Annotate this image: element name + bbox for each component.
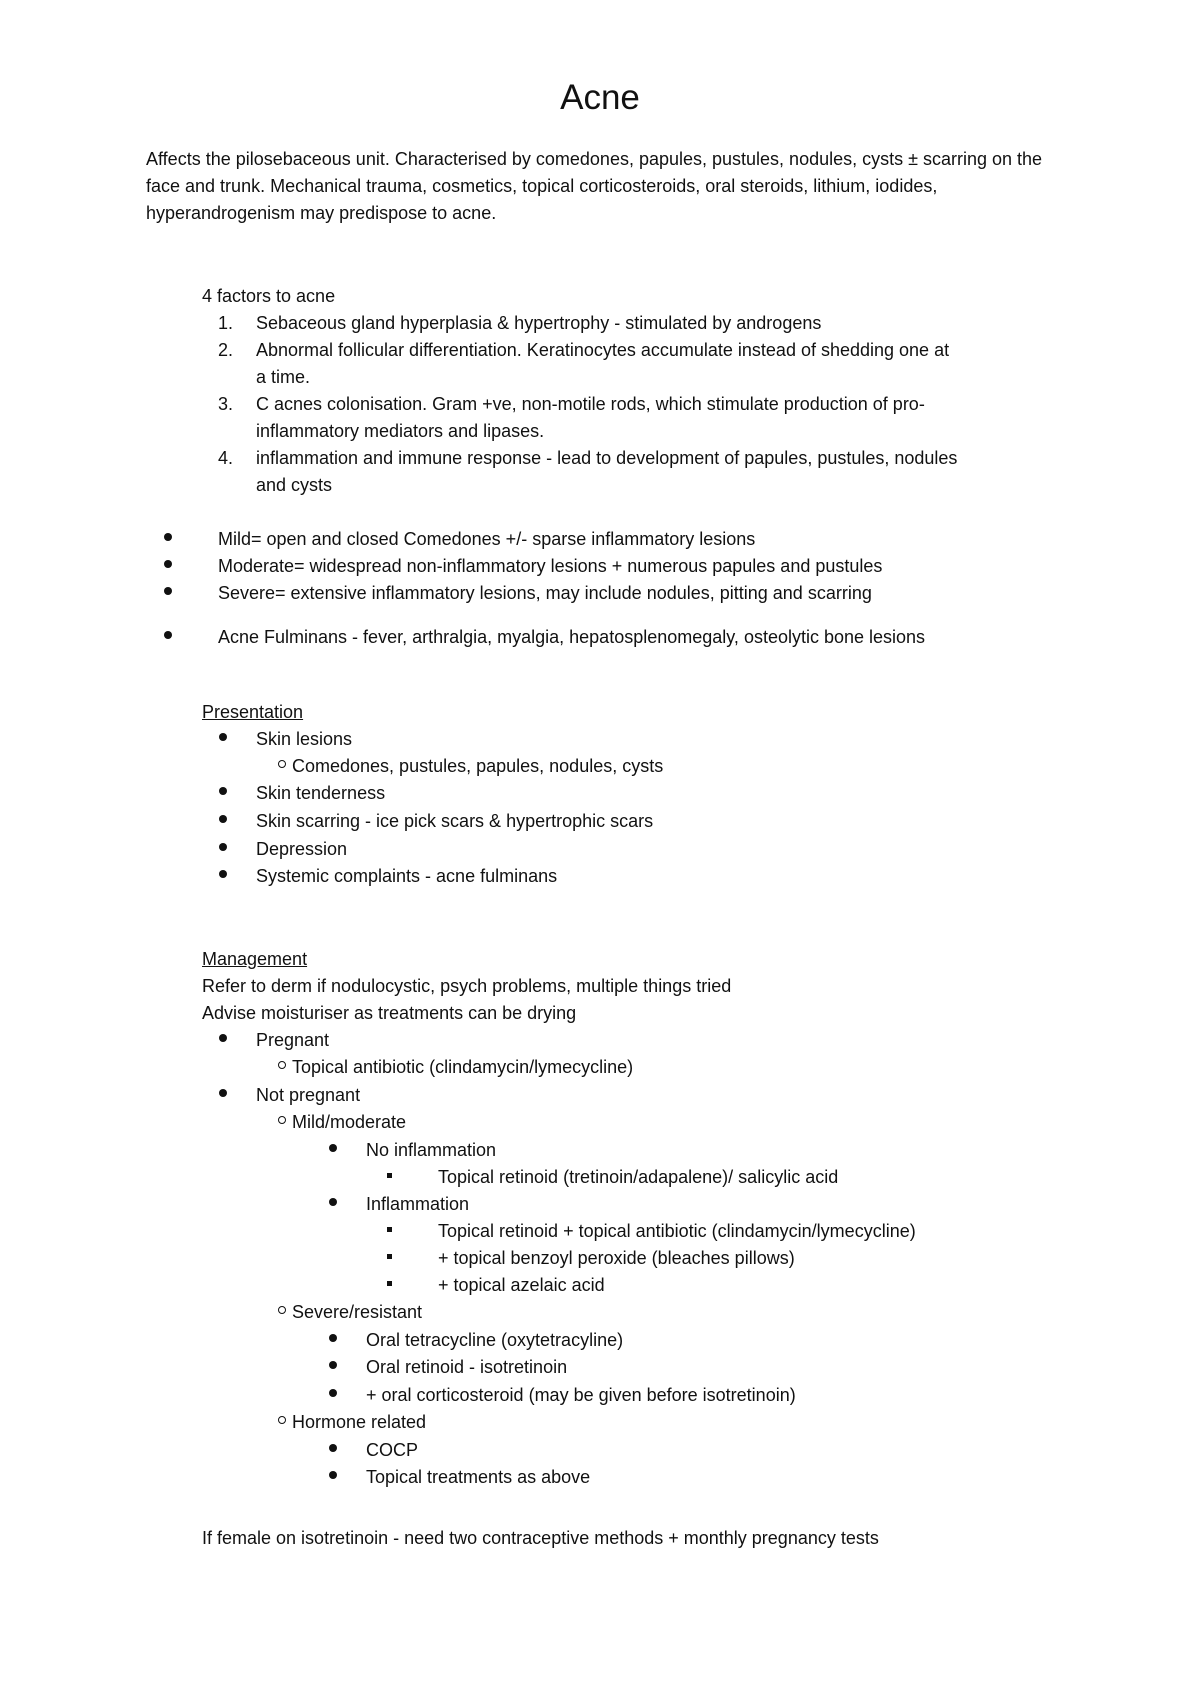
management-refer: Refer to derm if nodulocystic, psych problems, multiple things tried [202, 976, 732, 996]
factor-number: 1. [218, 313, 234, 333]
factor-text: Sebaceous gland hyperplasia & hypertrophy - stimulated by androgens [256, 313, 822, 333]
management-level4: + topical azelaic acid [438, 1275, 605, 1295]
circle-bullet-icon [278, 760, 286, 768]
management-level3: + oral corticosteroid (may be given before isotretinoin) [366, 1385, 796, 1405]
factor-text: Abnormal follicular differentiation. Keratinocytes accumulate instead of shedding one at [256, 340, 950, 360]
factor-text: C acnes colonisation. Gram +ve, non-motile rods, which stimulate production of pro- [256, 394, 925, 414]
bullet-icon [219, 787, 227, 795]
presentation-item: Depression [256, 839, 348, 859]
bullet-icon [329, 1361, 337, 1369]
management-subitem: Severe/resistant [292, 1302, 423, 1322]
bullet-icon [329, 1198, 337, 1206]
intro-paragraph: Affects the pilosebaceous unit. Characterised by comedones, papules, pustules, nodules, cysts ± scarring on the face and trunk. Mechanical trauma, cosmetics, topical corticosteroids, oral steroids, lithium, iodides, hyperandrogenism may predispose to acne. [146, 149, 1043, 223]
management-level3: Topical treatments as above [366, 1467, 591, 1487]
factor-text: inflammatory mediators and lipases. [256, 421, 545, 441]
circle-bullet-icon [278, 1116, 286, 1124]
severity-item: Mild= open and closed Comedones +/- sparse inflammatory lesions [218, 529, 756, 549]
management-subitem: Topical antibiotic (clindamycin/lymecycline) [292, 1057, 634, 1077]
circle-bullet-icon [278, 1061, 286, 1069]
circle-bullet-icon [278, 1306, 286, 1314]
factor-text: and cysts [256, 475, 333, 495]
factor-number: 2. [218, 340, 234, 360]
bullet-icon [219, 815, 227, 823]
management-level3: Inflammation [366, 1194, 470, 1214]
presentation-item: Skin tenderness [256, 783, 386, 803]
management-level4: Topical retinoid (tretinoin/adapalene)/ salicylic acid [438, 1167, 839, 1187]
severity-item: Acne Fulminans - fever, arthralgia, myalgia, hepatosplenomegaly, osteolytic bone lesions [218, 627, 926, 647]
square-bullet-icon [387, 1254, 392, 1259]
management-level3: Oral tetracycline (oxytetracyline) [366, 1330, 624, 1350]
management-level4: + topical benzoyl peroxide (bleaches pillows) [438, 1248, 795, 1268]
bullet-icon [164, 587, 172, 595]
bullet-icon [164, 560, 172, 568]
page-title: Acne [560, 78, 640, 117]
square-bullet-icon [387, 1227, 392, 1232]
management-heading: Management [202, 949, 308, 969]
bullet-icon [219, 870, 227, 878]
management-subitem: Hormone related [292, 1412, 427, 1432]
management-level3: Oral retinoid - isotretinoin [366, 1357, 568, 1377]
management-level3: COCP [366, 1440, 419, 1460]
bullet-icon [329, 1389, 337, 1397]
management-advise: Advise moisturiser as treatments can be drying [202, 1003, 577, 1023]
management-level3: No inflammation [366, 1140, 497, 1160]
bullet-icon [219, 1034, 227, 1042]
severity-item: Moderate= widespread non-inflammatory lesions + numerous papules and pustules [218, 556, 883, 576]
bullet-icon [329, 1334, 337, 1342]
bullet-icon [329, 1444, 337, 1452]
management-item: Pregnant [256, 1030, 330, 1050]
bullet-icon [164, 533, 172, 541]
factor-number: 4. [218, 448, 234, 468]
management-subitem: Mild/moderate [292, 1112, 407, 1132]
square-bullet-icon [387, 1281, 392, 1286]
presentation-item: Systemic complaints - acne fulminans [256, 866, 558, 886]
management-item: Not pregnant [256, 1085, 361, 1105]
circle-bullet-icon [278, 1416, 286, 1424]
severity-item: Severe= extensive inflammatory lesions, may include nodules, pitting and scarring [218, 583, 872, 603]
presentation-heading: Presentation [202, 702, 304, 722]
square-bullet-icon [387, 1173, 392, 1178]
bullet-icon [164, 631, 172, 639]
bullet-icon [219, 843, 227, 851]
bullet-icon [329, 1471, 337, 1479]
factor-text: a time. [256, 367, 311, 387]
presentation-item: Skin lesions [256, 729, 353, 749]
presentation-item: Skin scarring - ice pick scars & hypertrophic scars [256, 811, 654, 831]
management-level4: Topical retinoid + topical antibiotic (clindamycin/lymecycline) [438, 1221, 916, 1241]
bullet-icon [329, 1144, 337, 1152]
factor-text: inflammation and immune response - lead to development of papules, pustules, nodules [256, 448, 958, 468]
presentation-subitem: Comedones, pustules, papules, nodules, cysts [292, 756, 664, 776]
factors-heading: 4 factors to acne [202, 286, 336, 306]
bullet-icon [219, 1089, 227, 1097]
factor-number: 3. [218, 394, 234, 414]
footer-note: If female on isotretinoin - need two contraceptive methods + monthly pregnancy tests [202, 1528, 879, 1548]
bullet-icon [219, 733, 227, 741]
